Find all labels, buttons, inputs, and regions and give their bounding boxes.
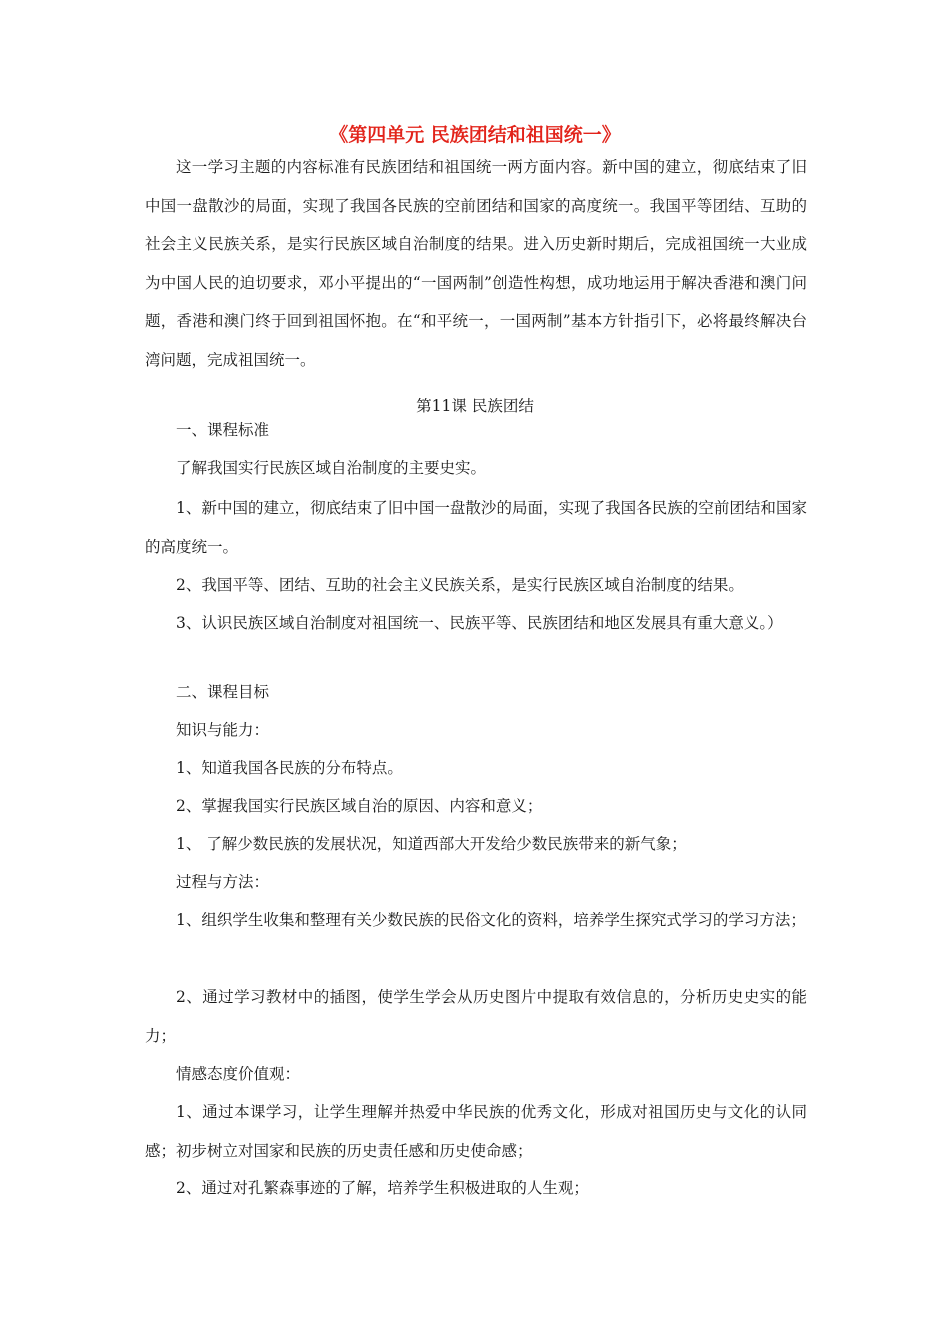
emotion-item-1: 1、通过本课学习，让学生理解并热爱中华民族的优秀文化，形成对祖国历史与文化的认同感；初步树立对国家和民族的历史责任感和历史使命感；: [145, 1103, 807, 1160]
unit-title: 《第四单元 民族团结和祖国统一》: [329, 124, 621, 146]
process-item-2: 2、通过学习教材中的插图，使学生学会从历史图片中提取有效信息的，分析历史史实的能力；: [145, 988, 807, 1045]
emotion-item-2: 2、通过对孔繁森事迹的了解，培养学生积极进取的人生观；: [176, 1179, 589, 1197]
standard-item-2: 2、我国平等、团结、互助的社会主义民族关系，是实行民族区域自治制度的结果。: [176, 576, 744, 594]
process-heading: 过程与方法：: [176, 873, 270, 891]
knowledge-heading: 知识与能力：: [176, 721, 270, 739]
lesson-title: 第11课 民族团结: [416, 397, 534, 415]
section-heading-objectives: 二、课程目标: [176, 683, 270, 701]
knowledge-item-3: 1、 了解少数民族的发展状况，知道西部大开发给少数民族带来的新气象；: [176, 835, 687, 853]
emotion-heading: 情感态度价值观：: [176, 1065, 301, 1083]
standard-item-3: 3、认识民族区域自治制度对祖国统一、民族平等、民族团结和地区发展具有重大意义。）: [176, 614, 783, 632]
standard-item-1: 1、新中国的建立，彻底结束了旧中国一盘散沙的局面，实现了我国各民族的空前团结和国家的高度统一。: [145, 499, 807, 556]
standard-summary: 了解我国实行民族区域自治制度的主要史实。: [176, 459, 487, 477]
process-item-1: 1、组织学生收集和整理有关少数民族的民俗文化的资料，培养学生探究式学习的学习方法；: [176, 911, 806, 929]
intro-paragraph: 这一学习主题的内容标准有民族团结和祖国统一两方面内容。新中国的建立，彻底结束了旧中国一盘散沙的局面，实现了我国各民族的空前团结和国家的高度统一。我国平等团结、互助的社会主义民族关系，是实行民族区域自治制度的结果。进入历史新时期后，完成祖国统一大业成为中国人民的迫切要求，邓小平提出的“一国两制”创造性构想，成功地运用于解决香港和澳门问题，香港和澳门终于回到祖国怀抱。在“和平统一，一国两制”基本方针指引下，必将最终解决台湾问题，完成祖国统一。: [145, 158, 807, 369]
knowledge-item-1: 1、知道我国各民族的分布特点。: [176, 759, 403, 777]
knowledge-item-2: 2、掌握我国实行民族区域自治的原因、内容和意义；: [176, 797, 543, 815]
section-heading-standards: 一、课程标准: [176, 421, 270, 439]
